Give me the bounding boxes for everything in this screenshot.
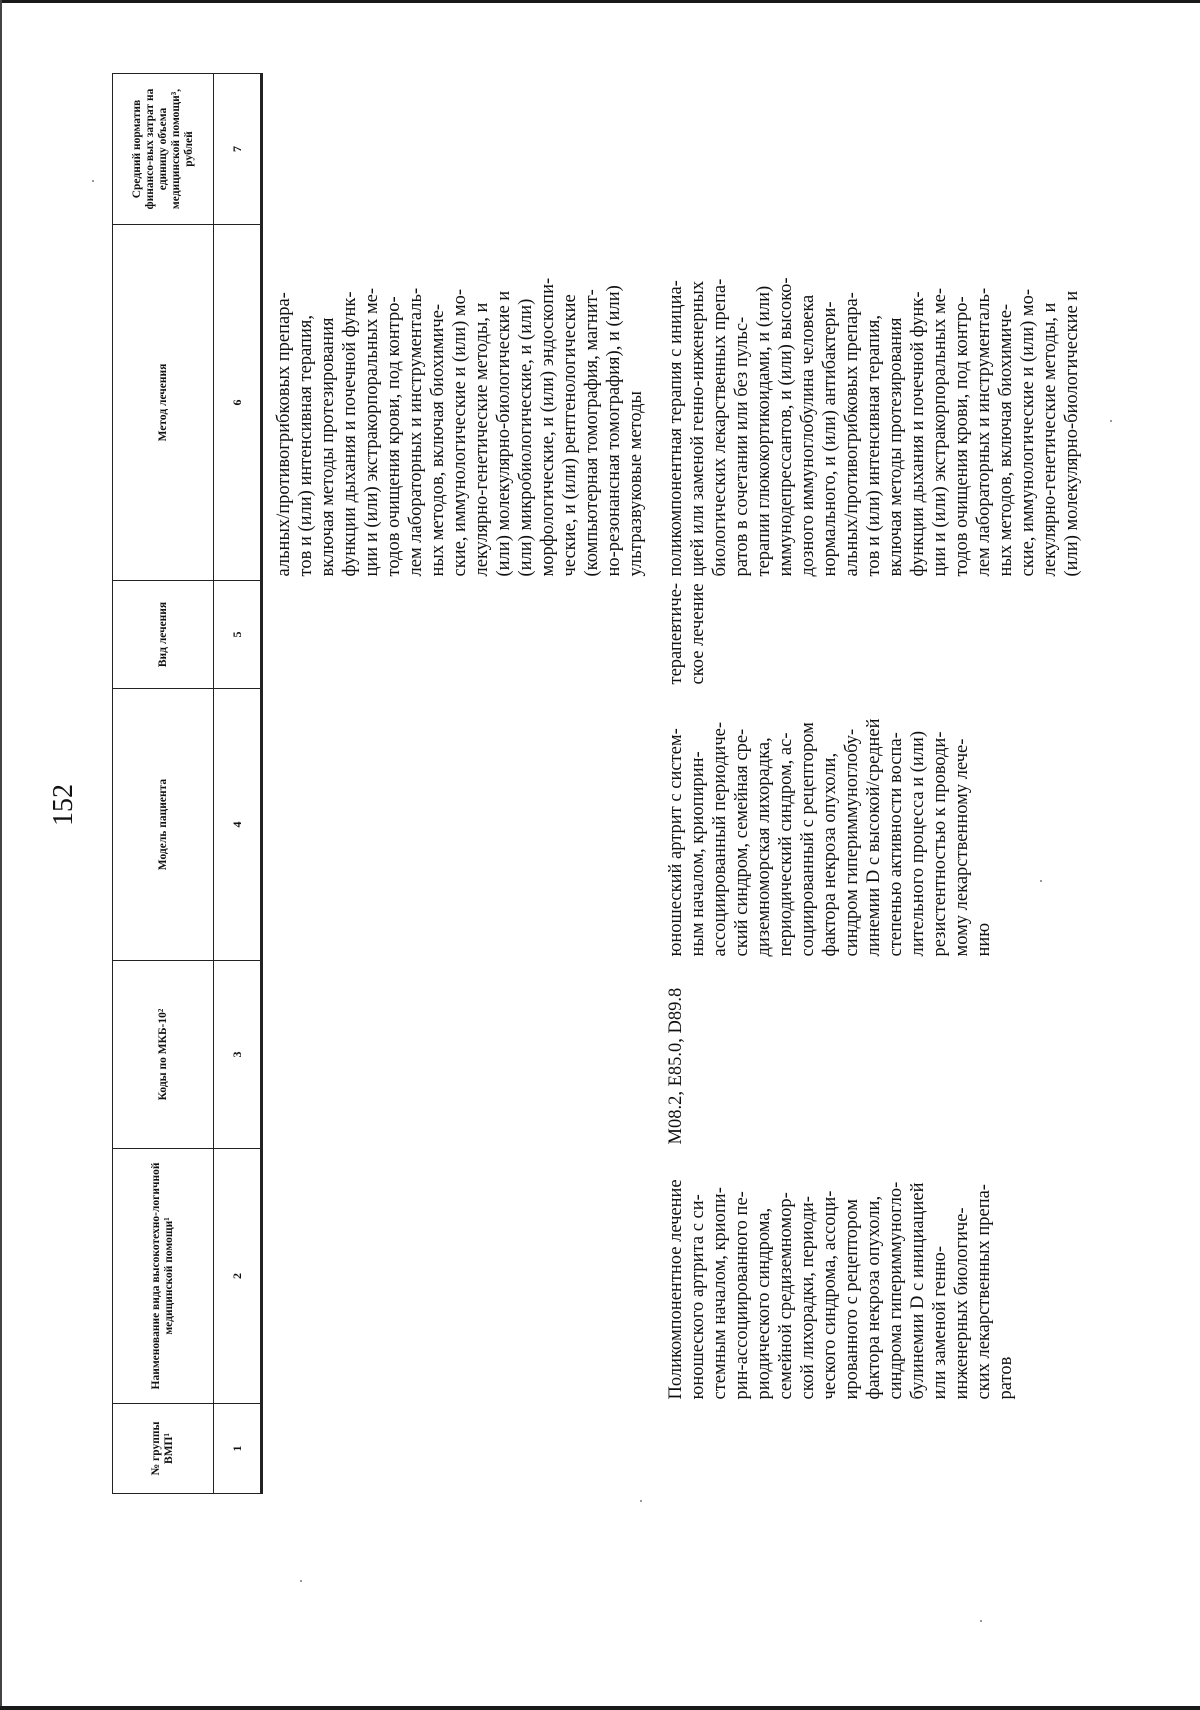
header-icd-codes: Коды по МКБ-10² [113,961,214,1149]
column-number: 1 [214,1404,262,1494]
icd-codes-cell: M08.2, E85.0, D89.8 [666,987,686,1145]
header-patient-model: Модель пациента [113,689,214,961]
column-number: 6 [214,225,262,581]
continued-method-cell: альных/противогрибковых препара- тов и (или) интенсивная терапия, включая методы протезирования функции дыхания и почечной функ- ции и (или) экстракорпоральных ме- тодов очищения крови, под контро- лем лабораторных и инструменталь- ных методов, включая биохимиче- ские, иммунологические и (или) мо- лекулярно-генетические методы, и (или) молекулярно-биологические и (или) микробиологические, и (или) морфологические, и (или) эндоскопи- ческие, и (или) рентгенологические (компьютерная томография, магнит- но-резонансная томография), и (или) ультразвуковые методы [274,277,646,577]
scan-speck [1040,880,1042,882]
page-number: 152 [48,784,79,826]
scan-speck [640,1500,642,1502]
scan-speck [300,1580,302,1582]
column-number: 7 [214,74,262,225]
header-treatment-type: Вид лечения [113,581,214,689]
group-number-cell [655,1404,1083,1494]
vmp-name-cell: Поликомпонентное лечение юношеского артрита с си- стемным началом, криопи- рин-ассоциированного пе- риодического синдрома, семейной средиземномор- ской лихорадки, периоди- ческого синдрома, ассоци- ированного с рецептором фактора некроза опухоли, синдрома гипериммуногло- булинемии D с инициацией или заменой генно- инженерных биологиче- ских лекарственных препа- ратов [666,1179,1016,1400]
column-number-row [214,74,262,1494]
header-treatment-method: Метод лечения [113,225,214,581]
scan-speck [92,180,94,182]
scan-speck [980,1620,982,1622]
header-vmp-name: Наименование вида высокотехно-логичной медицинской помощи¹ [113,1149,214,1404]
header-group-number: № группы ВМП¹ [113,1404,214,1494]
column-number: 3 [214,961,262,1149]
column-number: 4 [214,689,262,961]
patient-model-cell: юношеский артрит с систем- ным началом, криопирин- ассоциированный периодиче- ский синдром, семейная сре- диземноморская лихорадка, периодический синдром, ас- социированный с рецептором фактора некроза опухоли, синдром гипериммуноглобу- линемии D с высокой/средней степенью активности воспа- лительного процесса и (или) резистентностью к проводи- мому лекарственному лече- нию [666,718,994,957]
column-number: 2 [214,1149,262,1404]
column-number: 5 [214,581,262,689]
treatment-method-cell: поликомпонентная терапия с инициа- цией или заменой генно-инженерных биологических лекарственных препа- ратов в сочетании или без пульс- терапии глюкокортикоидами, и (или) иммунодепрессантов, и (или) высоко- дозного иммуноглобулина человека нормального, и (или) антибактери- альных/противогрибковых препара- тов и (или) интенсивная терапия, включая методы протезирования функции дыхания и почечной функ- ции и (или) экстракорпоральных ме- тодов очищения крови, под контро- лем лабораторных и инструменталь- ных методов, включая биохимиче- ские, иммунологические и (или) мо- лекулярно-генетические методы, и (или) молекулярно-биологические и [666,277,1082,577]
header-financing-norm: Средний норматив финансо-вых затрат на единицу объема медицинской помощи³, рублей [113,74,214,225]
financing-norm-cell [655,74,1083,225]
vmp-table [112,73,1083,1494]
table-row [655,74,1083,1494]
table-header-row [113,74,214,1494]
scan-speck [1110,420,1112,422]
treatment-type-cell: терапевтиче- ское лечение [666,582,708,685]
table-row-continued [262,74,648,1494]
